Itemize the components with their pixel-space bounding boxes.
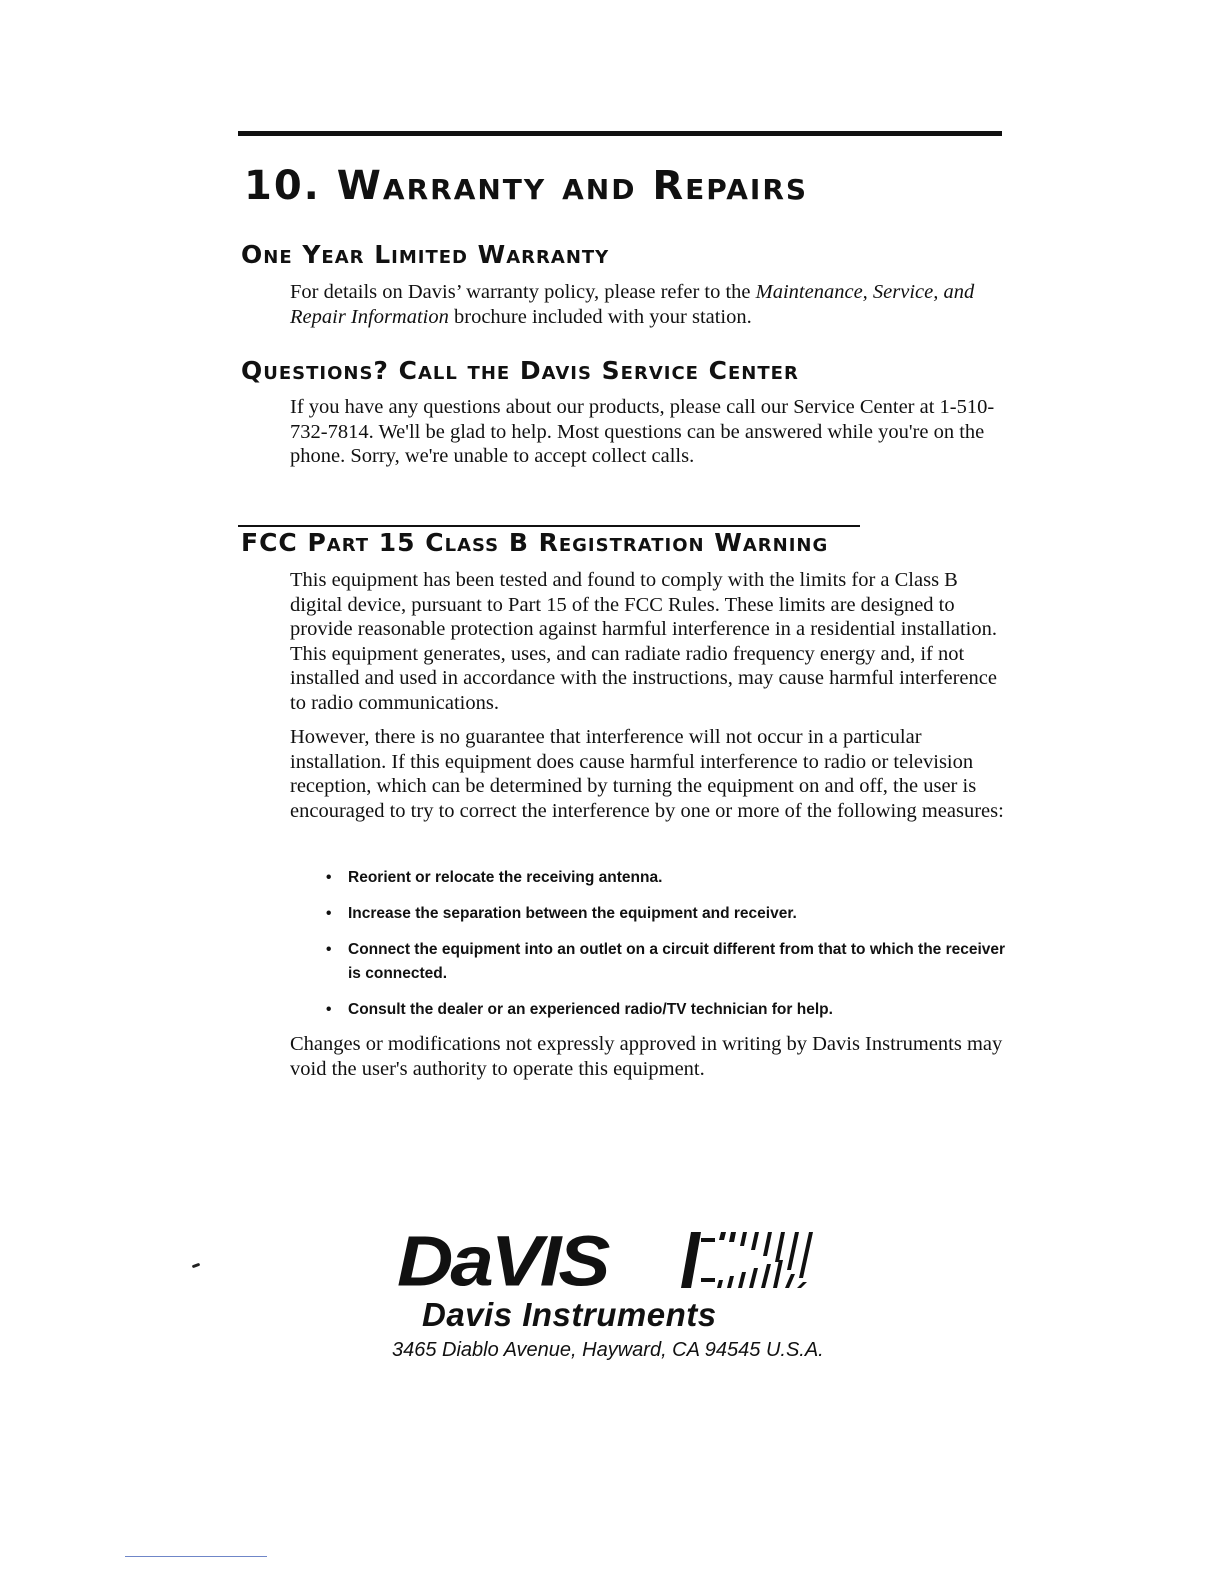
questions-paragraph: If you have any questions about our products, please call our Service Center at 1-510-732-7814. We'll be glad to help. Most questions can be answered while you're on the phone. Sorry, we're unable to accept collect calls. bbox=[290, 396, 995, 468]
list-item: • Increase the separation between the equipment and receiver. bbox=[326, 902, 1016, 926]
fcc-heading: FCC Part 15 Class B Registration Warning bbox=[241, 528, 829, 557]
company-name: Davis Instruments bbox=[422, 1296, 717, 1333]
list-item: • Consult the dealer or an experienced radio/TV technician for help. bbox=[326, 998, 1016, 1022]
bottom-edge-line bbox=[125, 1556, 267, 1557]
fcc-rule bbox=[238, 525, 860, 527]
questions-heading: Questions? Call the Davis Service Center bbox=[241, 356, 799, 385]
list-item: • Reorient or relocate the receiving antenna. bbox=[326, 866, 1016, 890]
warranty-text-before: For details on Davis’ warranty policy, please refer to the bbox=[290, 281, 756, 303]
top-rule bbox=[238, 131, 1002, 136]
davis-logo bbox=[397, 1220, 827, 1302]
warranty-text-after: brochure included with your station. bbox=[448, 305, 752, 328]
warranty-paragraph bbox=[290, 280, 1006, 329]
scan-mark bbox=[192, 1263, 201, 1269]
fcc-paragraph-1: This equipment has been tested and found to comply with the limits for a Class B digital device, pursuant to Part 15 of the FCC Rules. These limits are designed to provide reasonable protection against harmful interference in a residential installation. This equipment generates, uses, and can radiate radio frequency energy and, if not installed and used in accordance with the instructions, may cause harmful interference to radio communications. bbox=[290, 569, 997, 714]
logo-graphic-icon bbox=[679, 1230, 829, 1290]
warranty-heading: One Year Limited Warranty bbox=[241, 240, 610, 269]
chapter-title: 10. Warranty and Repairs bbox=[244, 163, 809, 209]
measures-list bbox=[326, 866, 1016, 1034]
fcc-paragraph-2: However, there is no guarantee that interference will not occur in a particular installation. If this equipment does cause harmful interference to radio or television reception, which can be determined by turning the equipment on and off, the user is encouraged to try to correct the interference by one or more of the following measures: bbox=[290, 726, 1004, 822]
brochure-title: Maintenance, Service, and Repair Information bbox=[290, 281, 975, 328]
company-address: 3465 Diablo Avenue, Hayward, CA 94545 U.S.A. bbox=[392, 1339, 824, 1361]
fcc-paragraph-3: Changes or modifications not expressly approved in writing by Davis Instruments may void the user's authority to operate this equipment. bbox=[290, 1033, 1003, 1080]
logo-wordmark: DaVIS bbox=[397, 1220, 608, 1302]
list-item: • Connect the equipment into an outlet on a circuit different from that to which the receiver is connected. bbox=[326, 938, 1016, 986]
